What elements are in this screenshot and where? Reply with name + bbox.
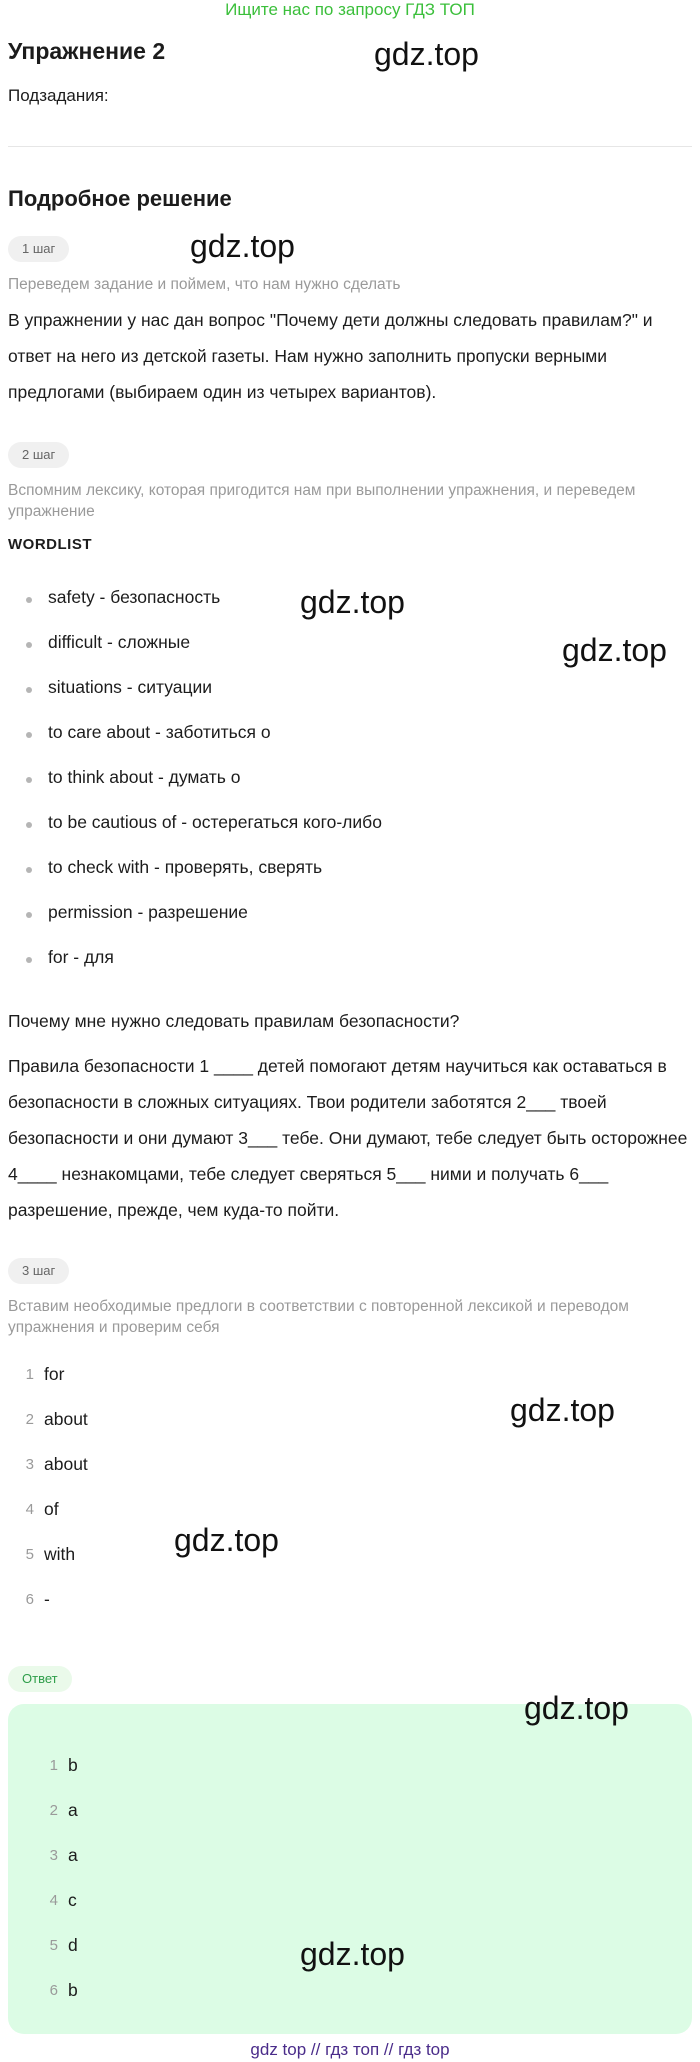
- divider: [8, 146, 692, 147]
- solution-title: Подробное решение: [8, 186, 232, 211]
- step-2-note: Вспомним лексику, которая пригодится нам при выполнении упражнения, и переведем упражнение: [8, 482, 636, 520]
- bullet: [26, 597, 32, 603]
- answer-item: c: [68, 1890, 77, 1910]
- step-2-question: Почему мне нужно следовать правилам безопасности?: [8, 1011, 460, 1031]
- answer-number: 1: [49, 1757, 58, 1774]
- list-number: 5: [25, 1546, 34, 1563]
- watermark: gdz.top: [190, 228, 295, 264]
- answer-item: b: [68, 1980, 78, 2000]
- list-number: 2: [25, 1411, 34, 1428]
- answer-item: b: [68, 1755, 78, 1775]
- step-1-badge: 1 шаг: [8, 236, 69, 262]
- search-banner-link[interactable]: Ищите нас по запросу ГДЗ ТОП: [225, 0, 475, 19]
- step-3-note: Вставим необходимые предлоги в соответствии с повторенной лексикой и переводом упражнения и проверим себя: [8, 1298, 629, 1336]
- list-number: 6: [25, 1591, 34, 1608]
- wordlist-item: difficult - сложные: [48, 632, 191, 652]
- wordlist-item: to check with - проверять, сверять: [48, 857, 323, 877]
- bullet: [26, 687, 32, 693]
- bullet: [26, 732, 32, 738]
- watermark: gdz.top: [300, 584, 405, 620]
- step-2-badge: 2 шаг: [8, 442, 69, 468]
- watermark: gdz.top: [510, 1392, 615, 1428]
- wordlist-item: safety - безопасность: [48, 587, 221, 607]
- list-number: 3: [25, 1456, 34, 1473]
- bullet: [26, 912, 32, 918]
- wordlist-item: to care about - заботиться о: [48, 722, 271, 742]
- step-1-note: Переведем задание и поймем, что нам нужно сделать: [8, 276, 401, 293]
- answer-number: 2: [49, 1802, 58, 1819]
- exercise-title: Упражнение 2: [8, 38, 166, 64]
- footer-links[interactable]: gdz top // гдз топ // гдз top: [250, 2040, 450, 2059]
- list-item: for: [44, 1364, 65, 1384]
- watermark: gdz.top: [374, 36, 479, 72]
- answer-item: d: [68, 1935, 78, 1955]
- answer-number: 6: [49, 1982, 58, 1999]
- list-item: about: [44, 1454, 88, 1474]
- answer-number: 3: [49, 1847, 58, 1864]
- answer-box: [8, 1704, 692, 2034]
- answer-number: 4: [49, 1892, 58, 1909]
- answer-badge: Ответ: [8, 1666, 72, 1692]
- wordlist-item: situations - ситуации: [48, 677, 213, 697]
- list-item: -: [44, 1589, 50, 1609]
- watermark: gdz.top: [524, 1690, 629, 1726]
- bullet: [26, 957, 32, 963]
- wordlist-title: WORDLIST: [8, 536, 92, 553]
- wordlist-item: to be cautious of - остерегаться кого-либо: [48, 812, 382, 832]
- wordlist-item: for - для: [48, 947, 114, 967]
- list-number: 1: [25, 1366, 34, 1383]
- answer-item: a: [68, 1845, 78, 1865]
- answer-item: a: [68, 1800, 78, 1820]
- bullet: [26, 777, 32, 783]
- step-2-translation: Правила безопасности 1 ____ детей помогают детям научиться как оставаться в безопасности в сложных ситуациях. Твои родители заботятся 2___ твоей безопасности и они думают 3___ тебе. Они думают, тебе следует быть осторожнее 4____ незнакомцами, тебе следует сверяться 5___ ними и получать 6___ разрешение, прежде, чем куда-то пойти.: [8, 1056, 688, 1220]
- watermark: gdz.top: [174, 1522, 279, 1558]
- list-item: with: [44, 1544, 76, 1564]
- list-item: of: [44, 1499, 59, 1519]
- watermark: gdz.top: [300, 1936, 405, 1972]
- bullet: [26, 867, 32, 873]
- bullet: [26, 642, 32, 648]
- answer-number: 5: [49, 1937, 58, 1954]
- watermark: gdz.top: [562, 632, 667, 668]
- step-3-badge: 3 шаг: [8, 1258, 69, 1284]
- wordlist-item: to think about - думать о: [48, 767, 241, 787]
- subtasks-label: Подзадания:: [8, 86, 109, 105]
- list-item: about: [44, 1409, 88, 1429]
- wordlist-item: permission - разрешение: [48, 902, 248, 922]
- list-number: 4: [25, 1501, 34, 1518]
- step-1-text: В упражнении у нас дан вопрос "Почему дети должны следовать правилам?" и ответ на него из детской газеты. Нам нужно заполнить пропуски верными предлогами (выбираем один из четырех вариантов).: [8, 310, 653, 402]
- bullet: [26, 822, 32, 828]
